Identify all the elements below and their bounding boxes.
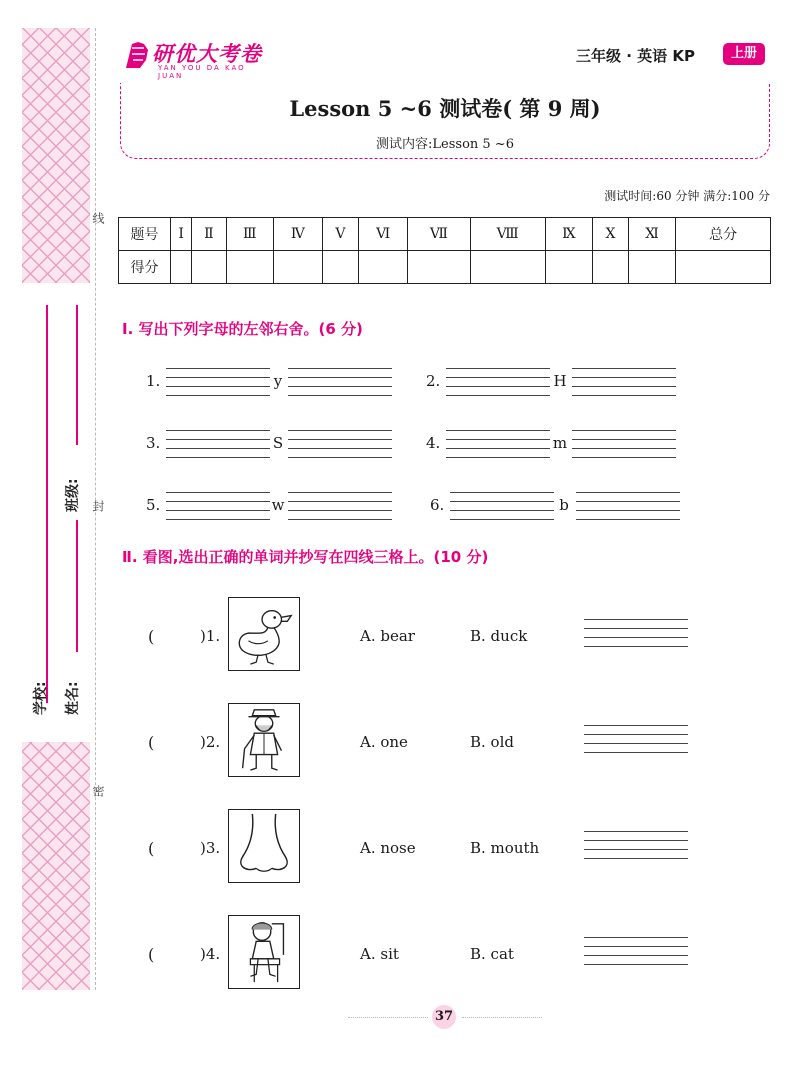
given-letter: S (272, 434, 284, 452)
margin-mark-mi: 密 (91, 785, 105, 797)
column-header: V (322, 218, 358, 251)
class-write-line[interactable] (76, 305, 78, 445)
margin-mark-feng: 封 (91, 500, 105, 512)
score-cell[interactable] (226, 251, 273, 284)
score-cell[interactable] (628, 251, 675, 284)
column-header: Ⅳ (273, 218, 322, 251)
time-and-score-info: 测试时间:60 分钟 满分:100 分 (604, 189, 770, 203)
class-label: 班级: (65, 478, 81, 512)
left-neighbor-lines[interactable] (446, 430, 550, 458)
question-number-label: 题号 (119, 218, 171, 251)
test-content: 测试内容:Lesson 5 ~6 (376, 137, 514, 152)
question-number: )3. (200, 839, 221, 857)
letter-item-5 (146, 492, 396, 522)
score-cell[interactable] (676, 251, 771, 284)
option-b[interactable]: B. old (470, 733, 514, 751)
option-a[interactable]: A. bear (360, 627, 415, 645)
given-letter: w (271, 496, 285, 514)
answer-paren-open: ( (148, 733, 155, 752)
left-neighbor-lines[interactable] (166, 368, 270, 396)
option-a[interactable]: A. nose (360, 839, 416, 857)
duck-picture (228, 597, 300, 671)
right-neighbor-lines[interactable] (572, 430, 676, 458)
option-b[interactable]: B. mouth (470, 839, 540, 857)
given-letter: b (559, 496, 569, 514)
left-neighbor-lines[interactable] (166, 492, 270, 520)
answer-blank[interactable] (160, 839, 198, 861)
question-number: )2. (200, 733, 221, 751)
page-title: Lesson 5 ~6 测试卷( 第 9 周) (289, 96, 601, 121)
score-table-header-row (119, 218, 771, 251)
column-header: Ⅱ (192, 218, 226, 251)
score-cell[interactable] (192, 251, 226, 284)
score-cell[interactable] (545, 251, 592, 284)
right-neighbor-lines[interactable] (288, 368, 392, 396)
duck-icon (229, 598, 299, 670)
margin-hatch-top (22, 28, 90, 283)
copy-writing-lines[interactable] (584, 619, 688, 647)
answer-paren-open: ( (148, 627, 155, 646)
left-neighbor-lines[interactable] (450, 492, 554, 520)
column-header: Ⅲ (226, 218, 273, 251)
name-write-line[interactable] (76, 520, 78, 652)
option-a[interactable]: A. one (360, 733, 408, 751)
title-box (120, 83, 770, 159)
letter-item-1 (146, 368, 396, 398)
given-letter: m (552, 434, 568, 452)
score-cell[interactable] (322, 251, 358, 284)
left-neighbor-lines[interactable] (446, 368, 550, 396)
score-cell[interactable] (470, 251, 545, 284)
section-2-heading: Ⅱ. 看图,选出正确的单词并抄写在四线三格上。(10 分) (122, 548, 489, 566)
left-neighbor-lines[interactable] (166, 430, 270, 458)
logo-text: 研优大考卷 (152, 42, 262, 66)
school-label: 学校: (33, 681, 49, 715)
sitting-girl-icon (229, 916, 299, 988)
answer-blank[interactable] (160, 945, 198, 967)
right-neighbor-lines[interactable] (288, 492, 392, 520)
footer-rule-right (462, 1017, 542, 1018)
fist-icon (122, 38, 152, 72)
copy-writing-lines[interactable] (584, 831, 688, 859)
item-number: 3. (146, 434, 161, 452)
picture-question-3 (148, 809, 708, 889)
right-neighbor-lines[interactable] (576, 492, 680, 520)
sitting-girl-picture (228, 915, 300, 989)
column-header: Ⅸ (545, 218, 592, 251)
score-table (118, 217, 771, 284)
grade-subject: 三年级 · 英语 KP (576, 47, 695, 65)
picture-question-1 (148, 597, 708, 677)
right-neighbor-lines[interactable] (572, 368, 676, 396)
picture-question-4 (148, 915, 708, 995)
answer-paren-open: ( (148, 945, 155, 964)
answer-blank[interactable] (160, 627, 198, 649)
old-man-picture (228, 703, 300, 777)
nose-picture (228, 809, 300, 883)
given-letter: y (273, 372, 283, 390)
old-man-icon (229, 704, 299, 776)
letter-item-6 (430, 492, 680, 522)
footer-rule-left (348, 1017, 428, 1018)
column-header: 总分 (676, 218, 771, 251)
column-header: Ⅵ (359, 218, 408, 251)
letter-item-3 (146, 430, 396, 460)
brand-logo (122, 36, 272, 78)
score-cell[interactable] (408, 251, 470, 284)
name-label: 姓名: (65, 681, 81, 715)
score-cell[interactable] (273, 251, 322, 284)
school-write-line[interactable] (46, 305, 48, 703)
section-1-heading: Ⅰ. 写出下列字母的左邻右舍。(6 分) (122, 320, 363, 338)
option-b[interactable]: B. duck (470, 627, 528, 645)
copy-writing-lines[interactable] (584, 725, 688, 753)
logo-subtext: YAN YOU DA KAO JUAN (158, 64, 246, 80)
option-b[interactable]: B. cat (470, 945, 514, 963)
question-number: )1. (200, 627, 221, 645)
letter-item-4 (426, 430, 676, 460)
letter-item-2 (426, 368, 676, 398)
score-table-score-row (119, 251, 771, 284)
item-number: 2. (426, 372, 441, 390)
column-header: Ⅷ (470, 218, 545, 251)
option-a[interactable]: A. sit (360, 945, 399, 963)
column-header: I (171, 218, 192, 251)
score-label: 得分 (119, 251, 171, 284)
margin-hatch-bottom (22, 742, 90, 990)
item-number: 1. (146, 372, 161, 390)
answer-paren-open: ( (148, 839, 155, 858)
column-header: Ⅶ (408, 218, 470, 251)
score-cell[interactable] (171, 251, 192, 284)
item-number: 5. (146, 496, 161, 514)
margin-mark-xian: 线 (91, 212, 105, 224)
picture-question-2 (148, 703, 708, 783)
volume-badge: 上册 (723, 43, 765, 65)
column-header: X (593, 218, 629, 251)
score-cell[interactable] (593, 251, 629, 284)
answer-blank[interactable] (160, 733, 198, 755)
given-letter: H (553, 372, 567, 390)
column-header: Ⅺ (628, 218, 675, 251)
nose-icon (229, 810, 299, 882)
item-number: 6. (430, 496, 445, 514)
item-number: 4. (426, 434, 441, 452)
right-neighbor-lines[interactable] (288, 430, 392, 458)
copy-writing-lines[interactable] (584, 937, 688, 965)
page-number: 37 (432, 1005, 456, 1029)
question-number: )4. (200, 945, 221, 963)
score-cell[interactable] (359, 251, 408, 284)
